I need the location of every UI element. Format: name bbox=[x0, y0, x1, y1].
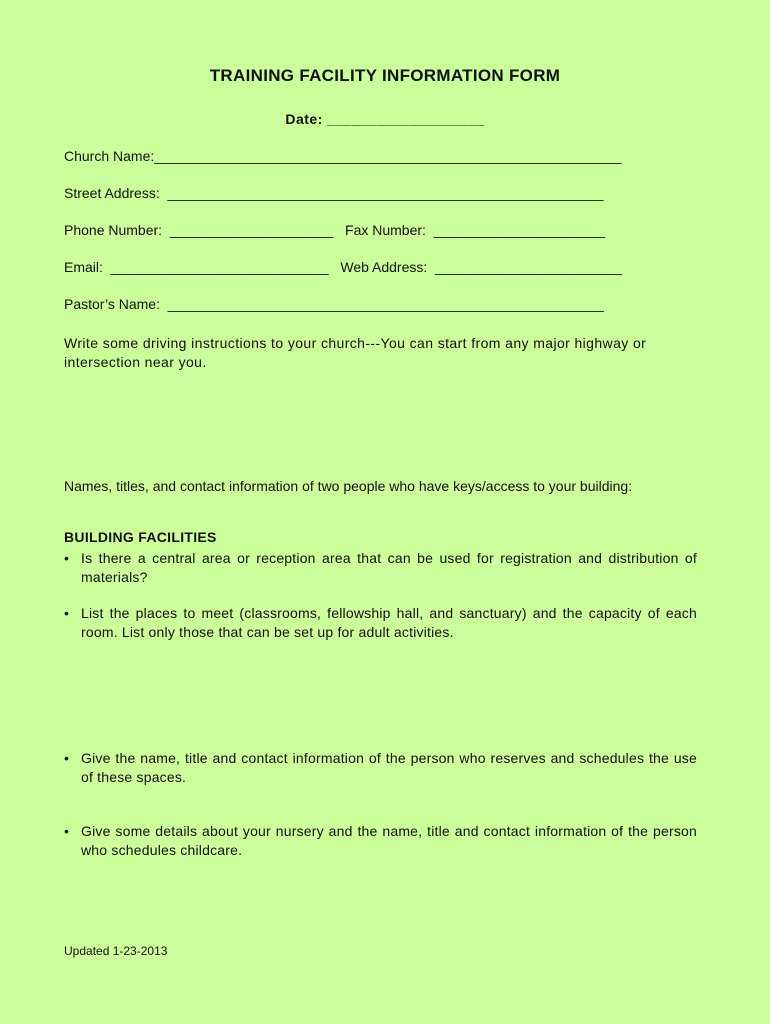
form-title: TRAINING FACILITY INFORMATION FORM bbox=[209, 66, 561, 85]
driving-instructions-prompt: Write some driving instructions to your church---You can start from any major highway or intersection near you. bbox=[64, 335, 647, 370]
list-item-text: Give some details about your nursery and the name, title and contact information of the person who schedules childcare. bbox=[81, 823, 697, 858]
bullet-icon: • bbox=[64, 605, 69, 621]
pastor-name-field[interactable]: Pastor’s Name: ________________________________________________________ bbox=[64, 296, 604, 312]
building-facilities-heading: BUILDING FACILITIES bbox=[64, 529, 217, 545]
list-item-text: List the places to meet (classrooms, fellowship hall, and sanctuary) and the capacity of each room. List only those that can be set up for adult activities. bbox=[81, 605, 697, 640]
bullet-icon: • bbox=[64, 823, 69, 839]
updated-date: Updated 1-23-2013 bbox=[64, 944, 168, 958]
list-item-text: Is there a central area or reception area that can be used for registration and distribution of materials? bbox=[81, 550, 697, 585]
date-field[interactable]: Date: ___________________ bbox=[285, 111, 485, 127]
bullet-icon: • bbox=[64, 750, 69, 766]
church-name-field[interactable]: Church Name:____________________________________________________________ bbox=[64, 148, 622, 164]
bullet-icon: • bbox=[64, 550, 69, 566]
phone-fax-field[interactable]: Phone Number: _____________________ Fax Number: ______________________ bbox=[64, 222, 605, 238]
list-item-text: Give the name, title and contact information of the person who reserves and schedules the use of these spaces. bbox=[81, 750, 697, 785]
keys-contacts-prompt: Names, titles, and contact information of two people who have keys/access to your building: bbox=[64, 478, 633, 494]
email-web-field[interactable]: Email: ____________________________ Web Address: ________________________ bbox=[64, 259, 622, 275]
street-address-field[interactable]: Street Address: ________________________________________________________ bbox=[64, 185, 604, 201]
